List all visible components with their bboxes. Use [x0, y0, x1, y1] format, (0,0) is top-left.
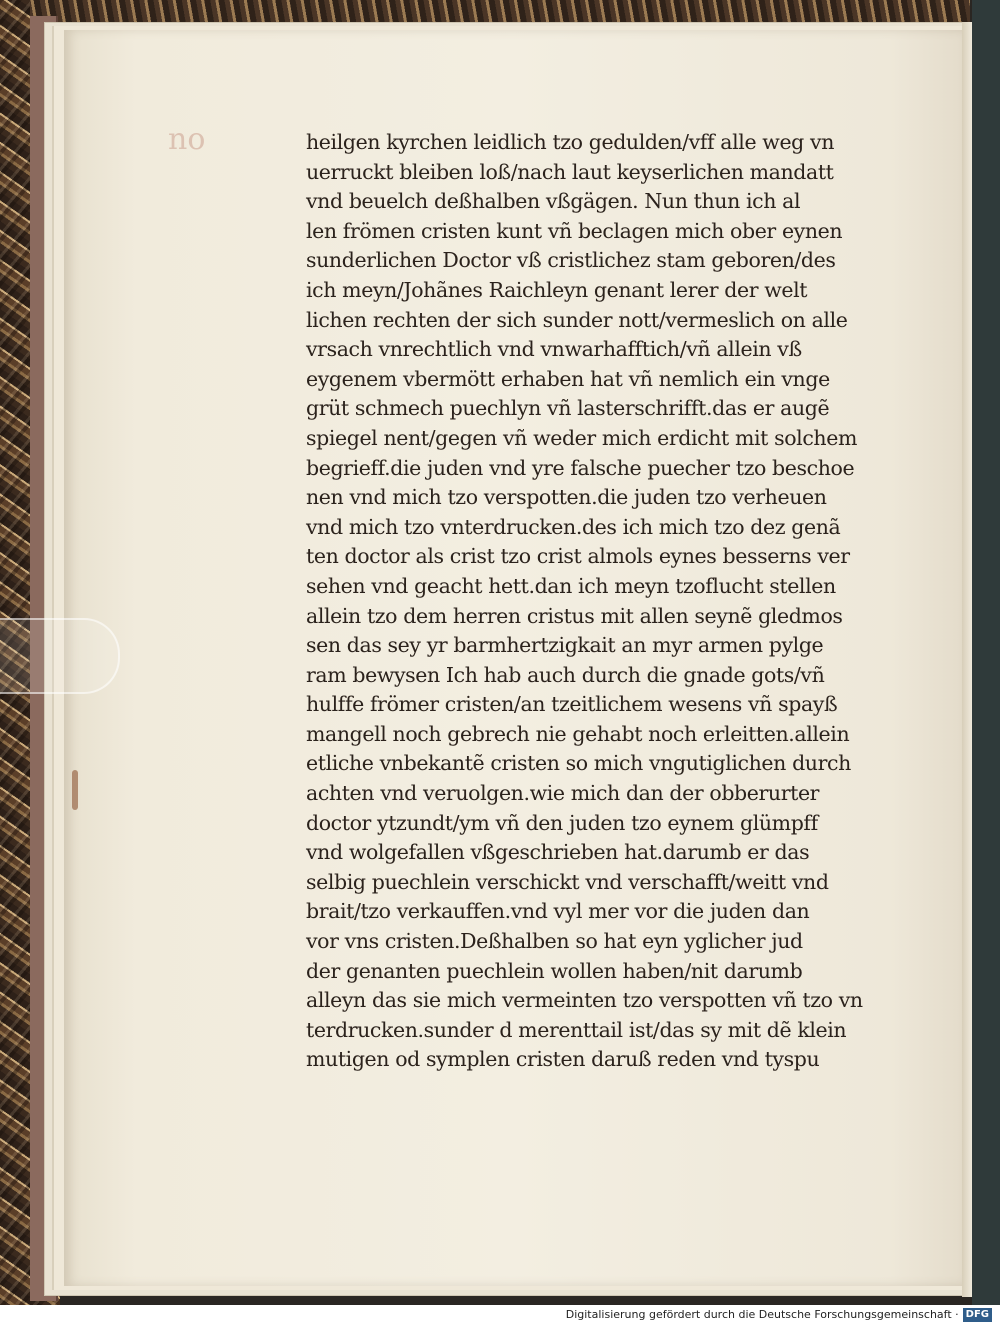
dfg-logo-icon: DFG: [963, 1308, 992, 1322]
text-line: heilgen kyrchen leidlich tzo gedulden/vff alle weg vn: [306, 130, 834, 154]
text-line: hulffe frömer cristen/an tzeitlichem wesens vñ spayß: [306, 692, 838, 717]
text-line: sehen vnd geacht hett.dan ich meyn tzoflucht stellen: [306, 573, 836, 598]
gutter-facing-page: [962, 22, 972, 1297]
text-line: allein tzo dem herren cristus mit allen seynẽ gledmos: [306, 603, 843, 628]
text-line: der genanten puechlein wollen haben/nit darumb: [306, 958, 803, 983]
text-line: alleyn das sie mich vermeinten tzo verspotten vñ tzo vn: [306, 988, 863, 1013]
text-line: sen das sey yr barmhertzigkait an myr armen pylge: [306, 633, 824, 658]
background-right: [972, 0, 1000, 1305]
text-line: ich meyn/Johãnes Raichleyn genant lerer der welt: [306, 277, 808, 302]
text-column: [306, 128, 862, 1075]
page-holder-clip: [0, 618, 120, 694]
text-line: len frömen cristen kunt vñ beclagen mich ober eynen: [306, 218, 843, 243]
text-line: eygenem vbermött erhaben hat vñ nemlich ein vnge: [306, 366, 830, 391]
text-line: uerruckt bleiben loß/nach laut keyserlichen mandatt: [306, 159, 834, 184]
text-line: mutigen od symplen cristen daruß reden vnd tyspu: [306, 1047, 820, 1072]
text-line: ram bewysen Ich hab auch durch die gnade gots/vñ: [306, 662, 825, 687]
text-line: sunderlichen Doctor vß cristlichez stam geboren/des: [306, 248, 836, 273]
text-line: spiegel nent/gegen vñ weder mich erdicht mit solchem: [306, 425, 857, 450]
text-line: doctor ytzundt/ym vñ den juden tzo eynem glümpff: [306, 810, 818, 835]
text-line: begrieff.die juden vnd yre falsche puecher tzo beschoe: [306, 455, 855, 480]
page-stain: [72, 770, 78, 810]
text-line: lichen rechten der sich sunder nott/vermeslich on alle: [306, 307, 848, 332]
text-line: brait/tzo verkauffen.vnd vyl mer vor die juden dan: [306, 899, 810, 924]
text-line: terdrucken.sunder d merenttail ist/das sy mit dẽ klein: [306, 1017, 847, 1042]
footer-bar: [0, 1305, 1000, 1325]
footer-credit: Digitalisierung gefördert durch die Deutsche Forschungsgemeinschaft ·: [565, 1308, 959, 1321]
text-line: ten doctor als crist tzo crist almols eynes besserns ver: [306, 544, 850, 569]
text-line: achten vnd veruolgen.wie mich dan der obberurter: [306, 781, 820, 806]
offset-bleed-mark: no: [168, 122, 206, 157]
text-line: selbig puechlein verschickt vnd verschafft/weitt vnd: [306, 869, 829, 894]
text-line: vnd beuelch deßhalben vßgägen. Nun thun ich al: [306, 189, 801, 214]
text-line: vnd wolgefallen vßgeschrieben hat.darumb er das: [306, 840, 810, 865]
text-line: mangell noch gebrech nie gehabt noch erleitten.allein: [306, 721, 850, 746]
text-line: vor vns cristen.Deßhalben so hat eyn yglicher jud: [306, 929, 803, 954]
text-line: grüt schmech puechlyn vñ lasterschrifft.das er augẽ: [306, 396, 830, 421]
text-line: nen vnd mich tzo verspotten.die juden tzo verheuen: [306, 485, 827, 510]
text-line: vrsach vnrechtlich vnd vnwarhafftich/vñ allein vß: [306, 337, 802, 362]
text-line: vnd mich tzo vnterdrucken.des ich mich tzo dez genã: [306, 514, 841, 539]
text-line: etliche vnbekantẽ cristen so mich vngutiglichen durch: [306, 751, 851, 776]
